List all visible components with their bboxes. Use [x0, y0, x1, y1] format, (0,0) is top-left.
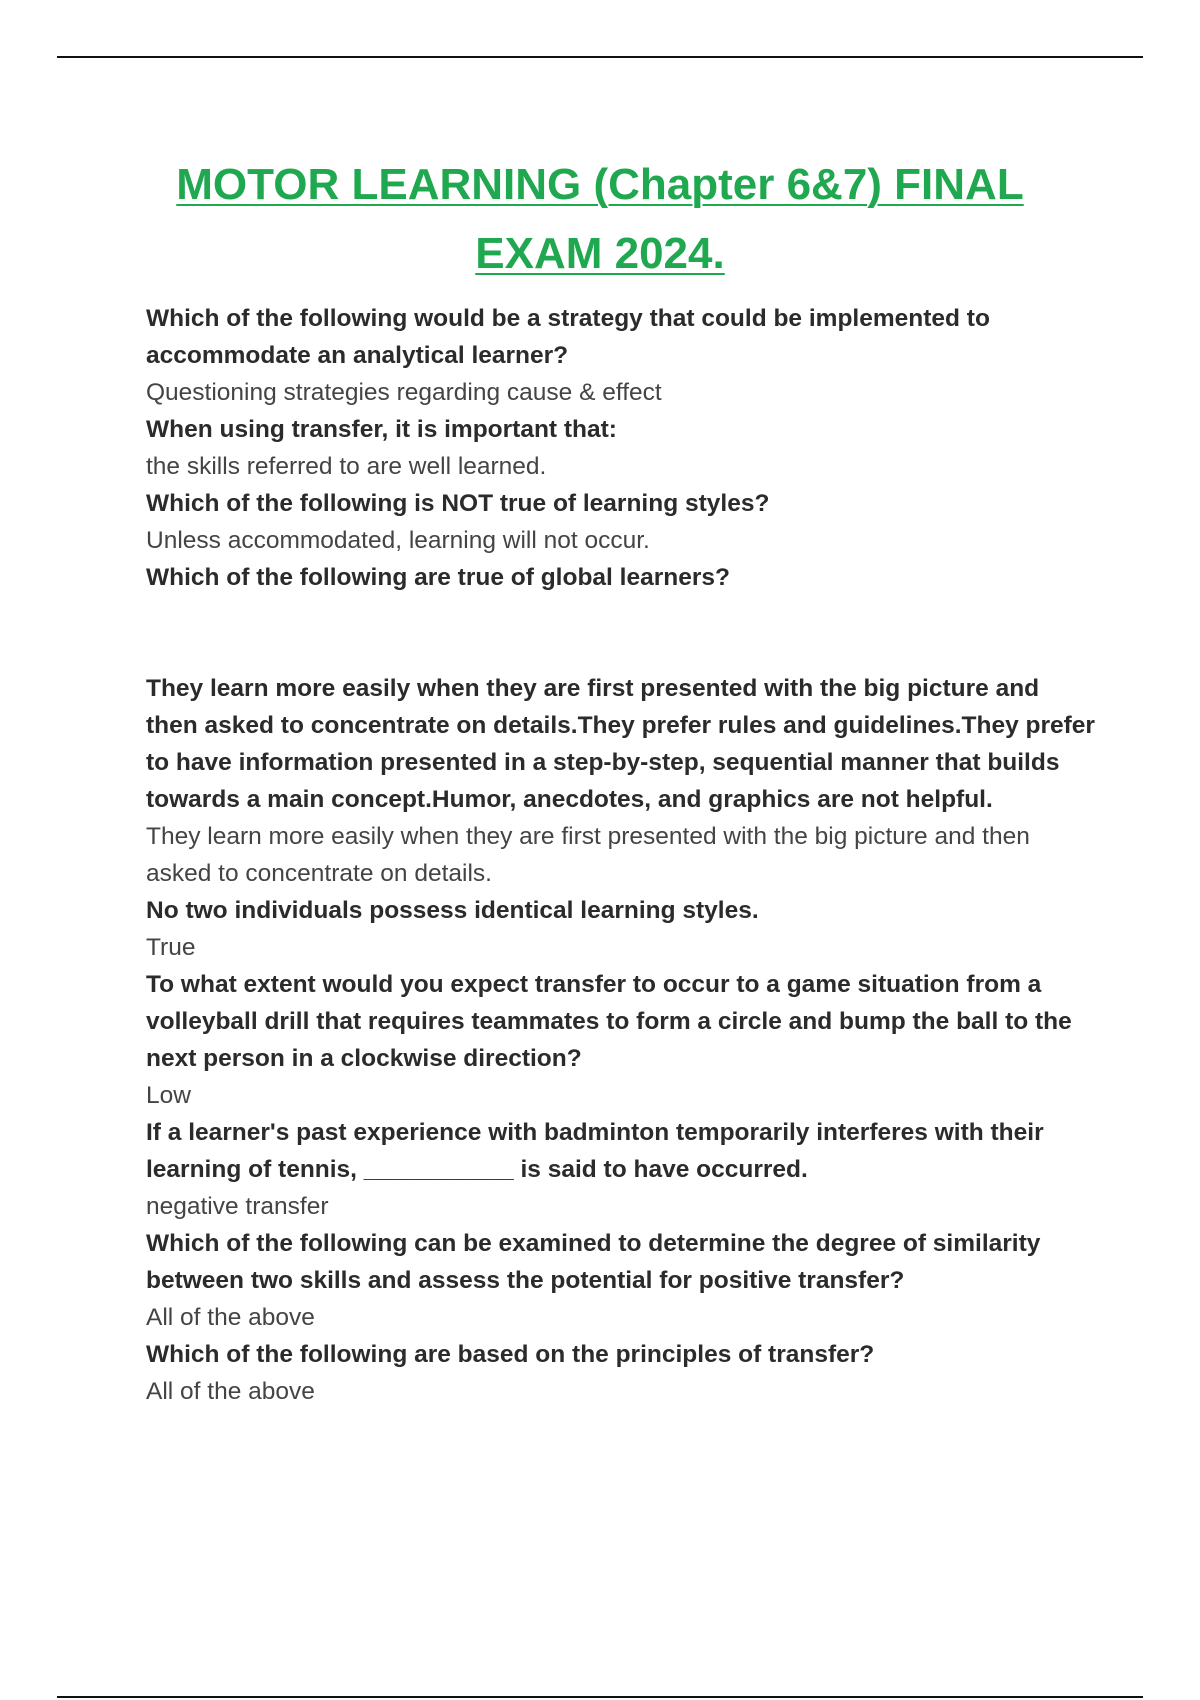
page-title: [100, 150, 1100, 288]
question-6: To what extent would you expect transfer to occur to a game situation from a volleyball drill that requires teammates to form a circle and bump the ball to the next person in a clockwise direction?: [146, 971, 1072, 1072]
question-4-options: They learn more easily when they are first presented with the big picture and then asked to concentrate on details.They prefer rules and guidelines.They prefer to have information presented in a step-by-step, sequential manner that builds towards a main concept.Humor, anecdotes, and graphics are not helpful.: [146, 675, 1095, 813]
question-7: If a learner's past experience with badminton temporarily interferes with their learning of tennis, ___________ is said to have occurred.: [146, 1119, 1044, 1183]
answer-7: negative transfer: [146, 1193, 329, 1220]
answer-4: They learn more easily when they are first presented with the big picture and then asked to concentrate on details.: [146, 823, 1030, 887]
question-5: No two individuals possess identical learning styles.: [146, 897, 759, 924]
question-9: Which of the following are based on the principles of transfer?: [146, 1341, 875, 1368]
answer-5: True: [146, 934, 196, 961]
blank-gap: [146, 596, 1096, 670]
question-2: When using transfer, it is important that:: [146, 416, 617, 443]
top-rule: [57, 56, 1143, 58]
question-4: Which of the following are true of global learners?: [146, 564, 730, 591]
qa-list: [146, 300, 1096, 1410]
answer-8: All of the above: [146, 1304, 315, 1331]
answer-1: Questioning strategies regarding cause & effect: [146, 379, 662, 406]
question-3: Which of the following is NOT true of learning styles?: [146, 490, 770, 517]
answer-2: the skills referred to are well learned.: [146, 453, 547, 480]
question-8: Which of the following can be examined to determine the degree of similarity between two skills and assess the potential for positive transfer?: [146, 1230, 1041, 1294]
question-1: Which of the following would be a strategy that could be implemented to accommodate an analytical learner?: [146, 305, 990, 369]
answer-9: All of the above: [146, 1378, 315, 1405]
answer-6: Low: [146, 1082, 191, 1109]
title-line-1: MOTOR LEARNING (Chapter 6&7) FINAL: [176, 160, 1024, 209]
bottom-rule: [57, 1696, 1143, 1698]
answer-3: Unless accommodated, learning will not occur.: [146, 527, 650, 554]
title-line-2: EXAM 2024.: [475, 229, 725, 278]
